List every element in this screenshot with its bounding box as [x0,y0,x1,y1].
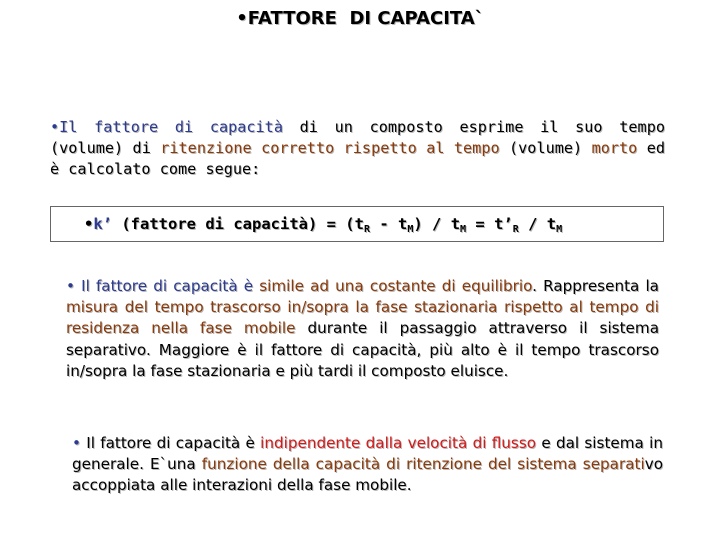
subscript: R [512,224,519,235]
formula-text: = t’ [466,215,513,233]
formula-text: / t [518,215,557,233]
equilibrium-paragraph [66,276,659,382]
text-span: accoppiata alle interazioni della fase mobile. [72,476,412,495]
bullet: • [72,434,87,452]
term-corrected-retention: ritenzione corretto rispetto al tempo [160,139,500,157]
definition-paragraph [50,117,665,180]
term-capacity-factor: Il fattore di capacità [59,118,283,136]
bullet: • [66,277,82,295]
text-span: Il fattore di capacità è [86,434,261,452]
text-span: vo [644,455,663,474]
formula-text: - t [370,215,408,233]
subscript: M [556,224,563,235]
text-span: e dal sistema in generale. E`una [72,434,663,474]
term-retention-function: funzione della capacità di ritenzione del sistema separati [201,455,645,474]
text-span: ed è calcolato come segue: [50,139,665,178]
term-dead: morto [591,139,638,157]
text-span: Il fattore di capacità è [81,277,260,295]
text-span: di un composto esprime il suo tempo (volume) di [50,118,665,157]
subscript: R [363,224,371,235]
subscript: M [460,224,467,235]
text-span: (volume) [499,139,592,157]
text-span: . Rappresenta la [532,277,659,295]
slide-title: •FATTORE DI CAPACITA` [236,8,484,29]
subscript: M [407,224,414,235]
formula-text: (fattore di capacità) = (t [112,215,364,233]
bullet: • [50,118,60,136]
term-equilibrium-constant: simile ad una costante di equilibrio [259,277,533,295]
formula-box [50,206,664,242]
term-time-measure: misura del tempo trascorso in/sopra la fase stazionaria rispetto al tempo di residenza nella fase mobile [66,298,659,338]
formula-text: ) / t [413,215,461,233]
text-span: durante il passaggio attraverso il sistema separativo. Maggiore è il fattore di capacità, più alto è il tempo trascorso in/sopra la fase stazionaria e più tardi il composto eluisce. [66,319,659,380]
term-flow-independent: indipendente dalla velocità di flusso [260,434,537,452]
formula-k-symbol: k’ [93,215,113,233]
bullet: • [84,215,94,233]
flow-independence-paragraph [72,433,663,497]
